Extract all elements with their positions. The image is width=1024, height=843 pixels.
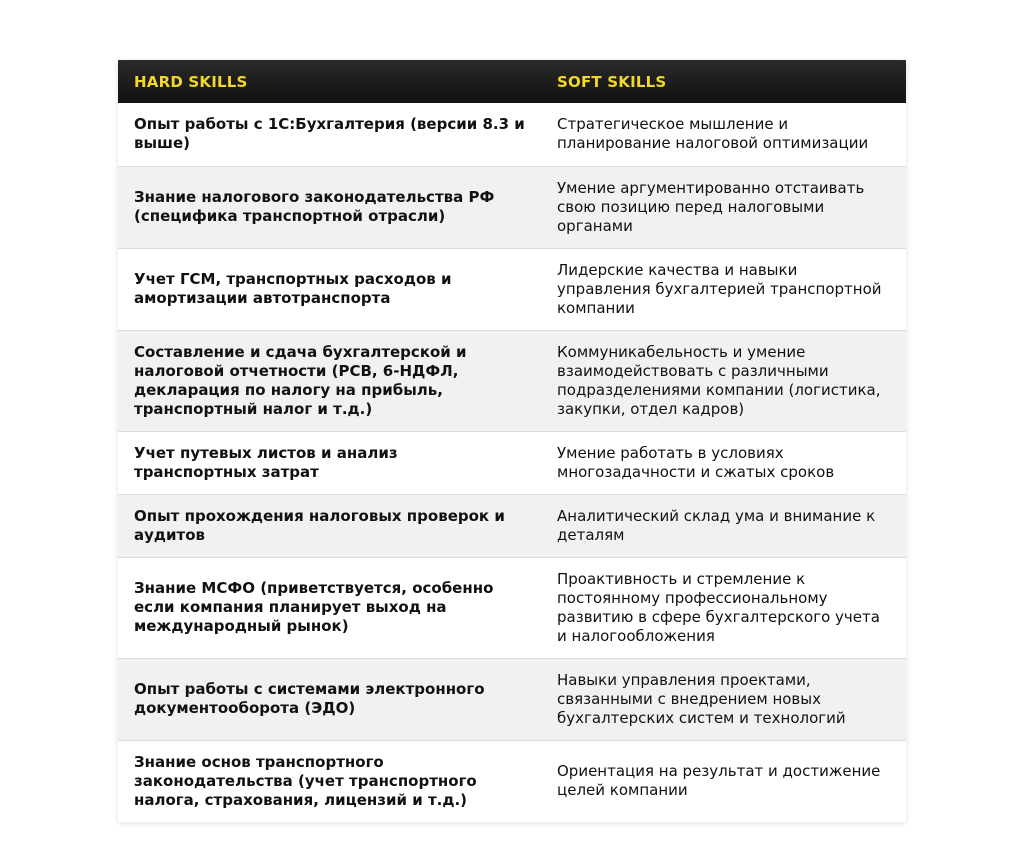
table-row [118, 166, 906, 248]
hard-skills-header: HARD SKILLS [118, 60, 541, 103]
hard-skill-cell: Знание налогового законодательства РФ (специфика транспортной отрасли) [118, 166, 541, 248]
hard-skill-cell: Опыт работы с системами электронного документооборота (ЭДО) [118, 658, 541, 740]
table-row [118, 658, 906, 740]
hard-skill-cell: Учет путевых листов и анализ транспортных затрат [118, 431, 541, 494]
hard-skill-cell: Учет ГСМ, транспортных расходов и амортизации автотранспорта [118, 248, 541, 330]
hard-skill-cell: Знание основ транспортного законодательства (учет транспортного налога, страхования, лицензий и т.д.) [118, 740, 541, 822]
header-row [118, 60, 906, 103]
table-row [118, 431, 906, 494]
soft-skill-cell: Аналитический склад ума и внимание к деталям [541, 494, 906, 557]
table-row [118, 557, 906, 658]
soft-skill-cell: Ориентация на результат и достижение целей компании [541, 740, 906, 822]
soft-skill-cell: Умение аргументированно отстаивать свою позицию перед налоговыми органами [541, 166, 906, 248]
table-row [118, 494, 906, 557]
table-row [118, 248, 906, 330]
soft-skill-cell: Навыки управления проектами, связанными с внедрением новых бухгалтерских систем и технологий [541, 658, 906, 740]
soft-skill-cell: Проактивность и стремление к постоянному профессиональному развитию в сфере бухгалтерского учета и налогообложения [541, 557, 906, 658]
hard-skill-cell: Знание МСФО (приветствуется, особенно если компания планирует выход на международный рынок) [118, 557, 541, 658]
hard-skill-cell: Составление и сдача бухгалтерской и налоговой отчетности (РСВ, 6-НДФЛ, декларация по налогу на прибыль, транспортный налог и т.д.) [118, 330, 541, 431]
hard-skill-cell: Опыт прохождения налоговых проверок и аудитов [118, 494, 541, 557]
table-row [118, 330, 906, 431]
table-row [118, 103, 906, 166]
soft-skills-header: SOFT SKILLS [541, 60, 906, 103]
table-body [118, 103, 906, 822]
soft-skill-cell: Стратегическое мышление и планирование налоговой оптимизации [541, 103, 906, 166]
table-row [118, 740, 906, 822]
hard-skill-cell: Опыт работы с 1С:Бухгалтерия (версии 8.3 и выше) [118, 103, 541, 166]
soft-skill-cell: Коммуникабельность и умение взаимодействовать с различными подразделениями компании (логистика, закупки, отдел кадров) [541, 330, 906, 431]
table-header [118, 60, 906, 103]
skills-table [118, 60, 906, 822]
soft-skill-cell: Лидерские качества и навыки управления бухгалтерией транспортной компании [541, 248, 906, 330]
skills-table-container [118, 60, 906, 822]
soft-skill-cell: Умение работать в условиях многозадачности и сжатых сроков [541, 431, 906, 494]
